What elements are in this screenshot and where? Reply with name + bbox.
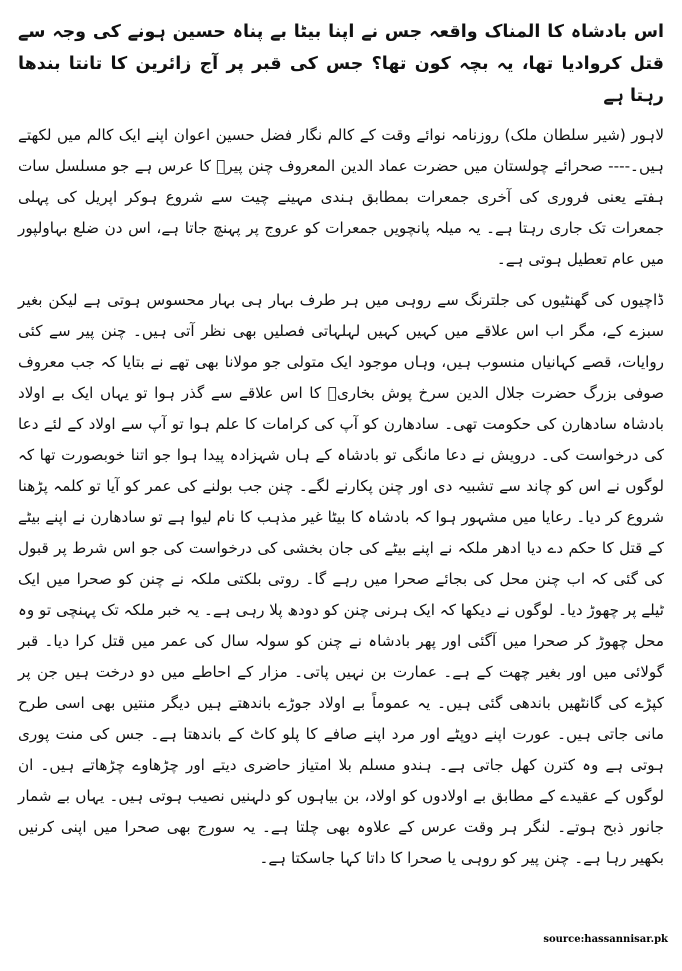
source-credit: source:hassannisar.pk	[543, 934, 668, 945]
article-paragraph-intro: لاہور (شیر سلطان ملک) روزنامہ نوائے وقت کے کالم نگار فضل حسین اعوان اپنے ایک کالم میں لکھتے ہیں۔---- صحرائے چولستان میں حضرت عماد الدین المعروف چنن پیرؒ کا عرس ہے جو مسلسل سات ہفتے یعنی فروری کی آخری جمعرات بمطابق ہندی مہینے چیت سے شروع ہوکر اپریل کی پہلی جمعرات تک جاری رہتا ہے۔ یہ میلہ پانچویں جمعرات کو عروج پر پہنچ جاتا ہے، اس دن ضلع بہاولپور میں عام تعطیل ہوتی ہے۔	[18, 126, 664, 268]
article-title: اس بادشاہ کا المناک واقعہ جس نے اپنا بیٹا بے پناہ حسین ہونے کی وجہ سے قتل کروادیا تھا، یہ بچہ کون تھا؟ جس کی قبر پر آج زائرین کا تانتا بندھا رہتا ہے	[18, 22, 664, 106]
article-paragraph-story: ڈاچیوں کی گھنٹیوں کی جلترنگ سے روہی میں ہر طرف بہار ہی بہار محسوس ہوتی ہے لیکن بغیر سبزے کے، مگر اب اس علاقے میں کہیں کہیں لہلہاتی فصلیں بھی نظر آتی ہیں۔ چنن پیر سے کئی روایات، قصے کہانیاں منسوب ہیں، وہاں موجود ایک متولی جو مولانا بھی تھے نے بتایا کہ جب معروف صوفی بزرگ حضرت جلال الدین سرخ پوش بخاریؒ کا اس علاقے سے گذر ہوا تو یہاں ایک بے اولاد بادشاہ سادھارن کی حکومت تھی۔ سادھارن کو آپ کی کرامات کا علم ہوا تو آپ سے اولاد کے لئے دعا کی درخواست کی۔ درویش نے دعا مانگی تو بادشاہ کے ہاں شہزادہ پیدا ہوا جو اتنا خوبصورت تھا کہ لوگوں نے اس کو چاند سے تشبیہ دی اور چنن پکارنے لگے۔ چنن جب بولنے کی عمر کو آیا تو کلمہ پڑھنا شروع کر دیا۔ رعایا میں مشہور ہوا کہ بادشاہ کا بیٹا غیر مذہب کا نام لیوا ہے تو سادھارن نے اپنے بیٹے کے قتل کا حکم دے دیا ادھر ملکہ نے اپنے بیٹے کی جان بخشی کی درخواست کی جو اس شرط پر قبول کی گئی کہ اب چنن محل کی بجائے صحرا میں رہے گا۔ روتی بلکتی ملکہ نے چنن کو صحرا میں ایک ٹیلے پر چھوڑ دیا۔ لوگوں نے دیکھا کہ ایک ہرنی چنن کو دودھ پلا رہی ہے۔ یہ خبر ملکہ تک پہنچی تو وہ محل چھوڑ کر صحرا میں آگئی اور پھر بادشاہ نے چنن کو سولہ سال کی عمر میں قتل کرا دیا۔ قبر گولائی میں اور بغیر چھت کے ہے۔ عمارت بن نہیں پاتی۔ مزار کے احاطے میں دو درخت ہیں جن پر کپڑے کی گانٹھیں باندھی گئی ہیں۔ یہ عموماً بے اولاد جوڑے باندھتے ہیں دیگر منتیں بھی اسی طرح مانی جاتی ہیں۔ عورت اپنے دوپٹے اور مرد اپنے صافے کا پلو کاٹ کے باندھتا ہے۔ جس کی منت پوری ہوتی ہے وہ کترن کھل جاتی ہے۔ ہندو مسلم بلا امتیاز حاضری دیتے اور چڑھاوے چڑھاتے ہیں۔ ان لوگوں کے عقیدے کے مطابق بے اولادوں کو اولاد، بن بیاہوں کو دلہنیں نصیب ہوتی ہیں۔ یہاں بے شمار جانور ذبح ہوتے۔ لنگر ہر وقت عرس کے علاوہ بھی چلتا ہے۔ یہ سورج بھی صحرا میں اپنی کرنیں بکھیر رہا ہے۔ چنن پیر کو روہی یا صحرا کا داتا کہا جاسکتا ہے۔	[18, 291, 664, 867]
